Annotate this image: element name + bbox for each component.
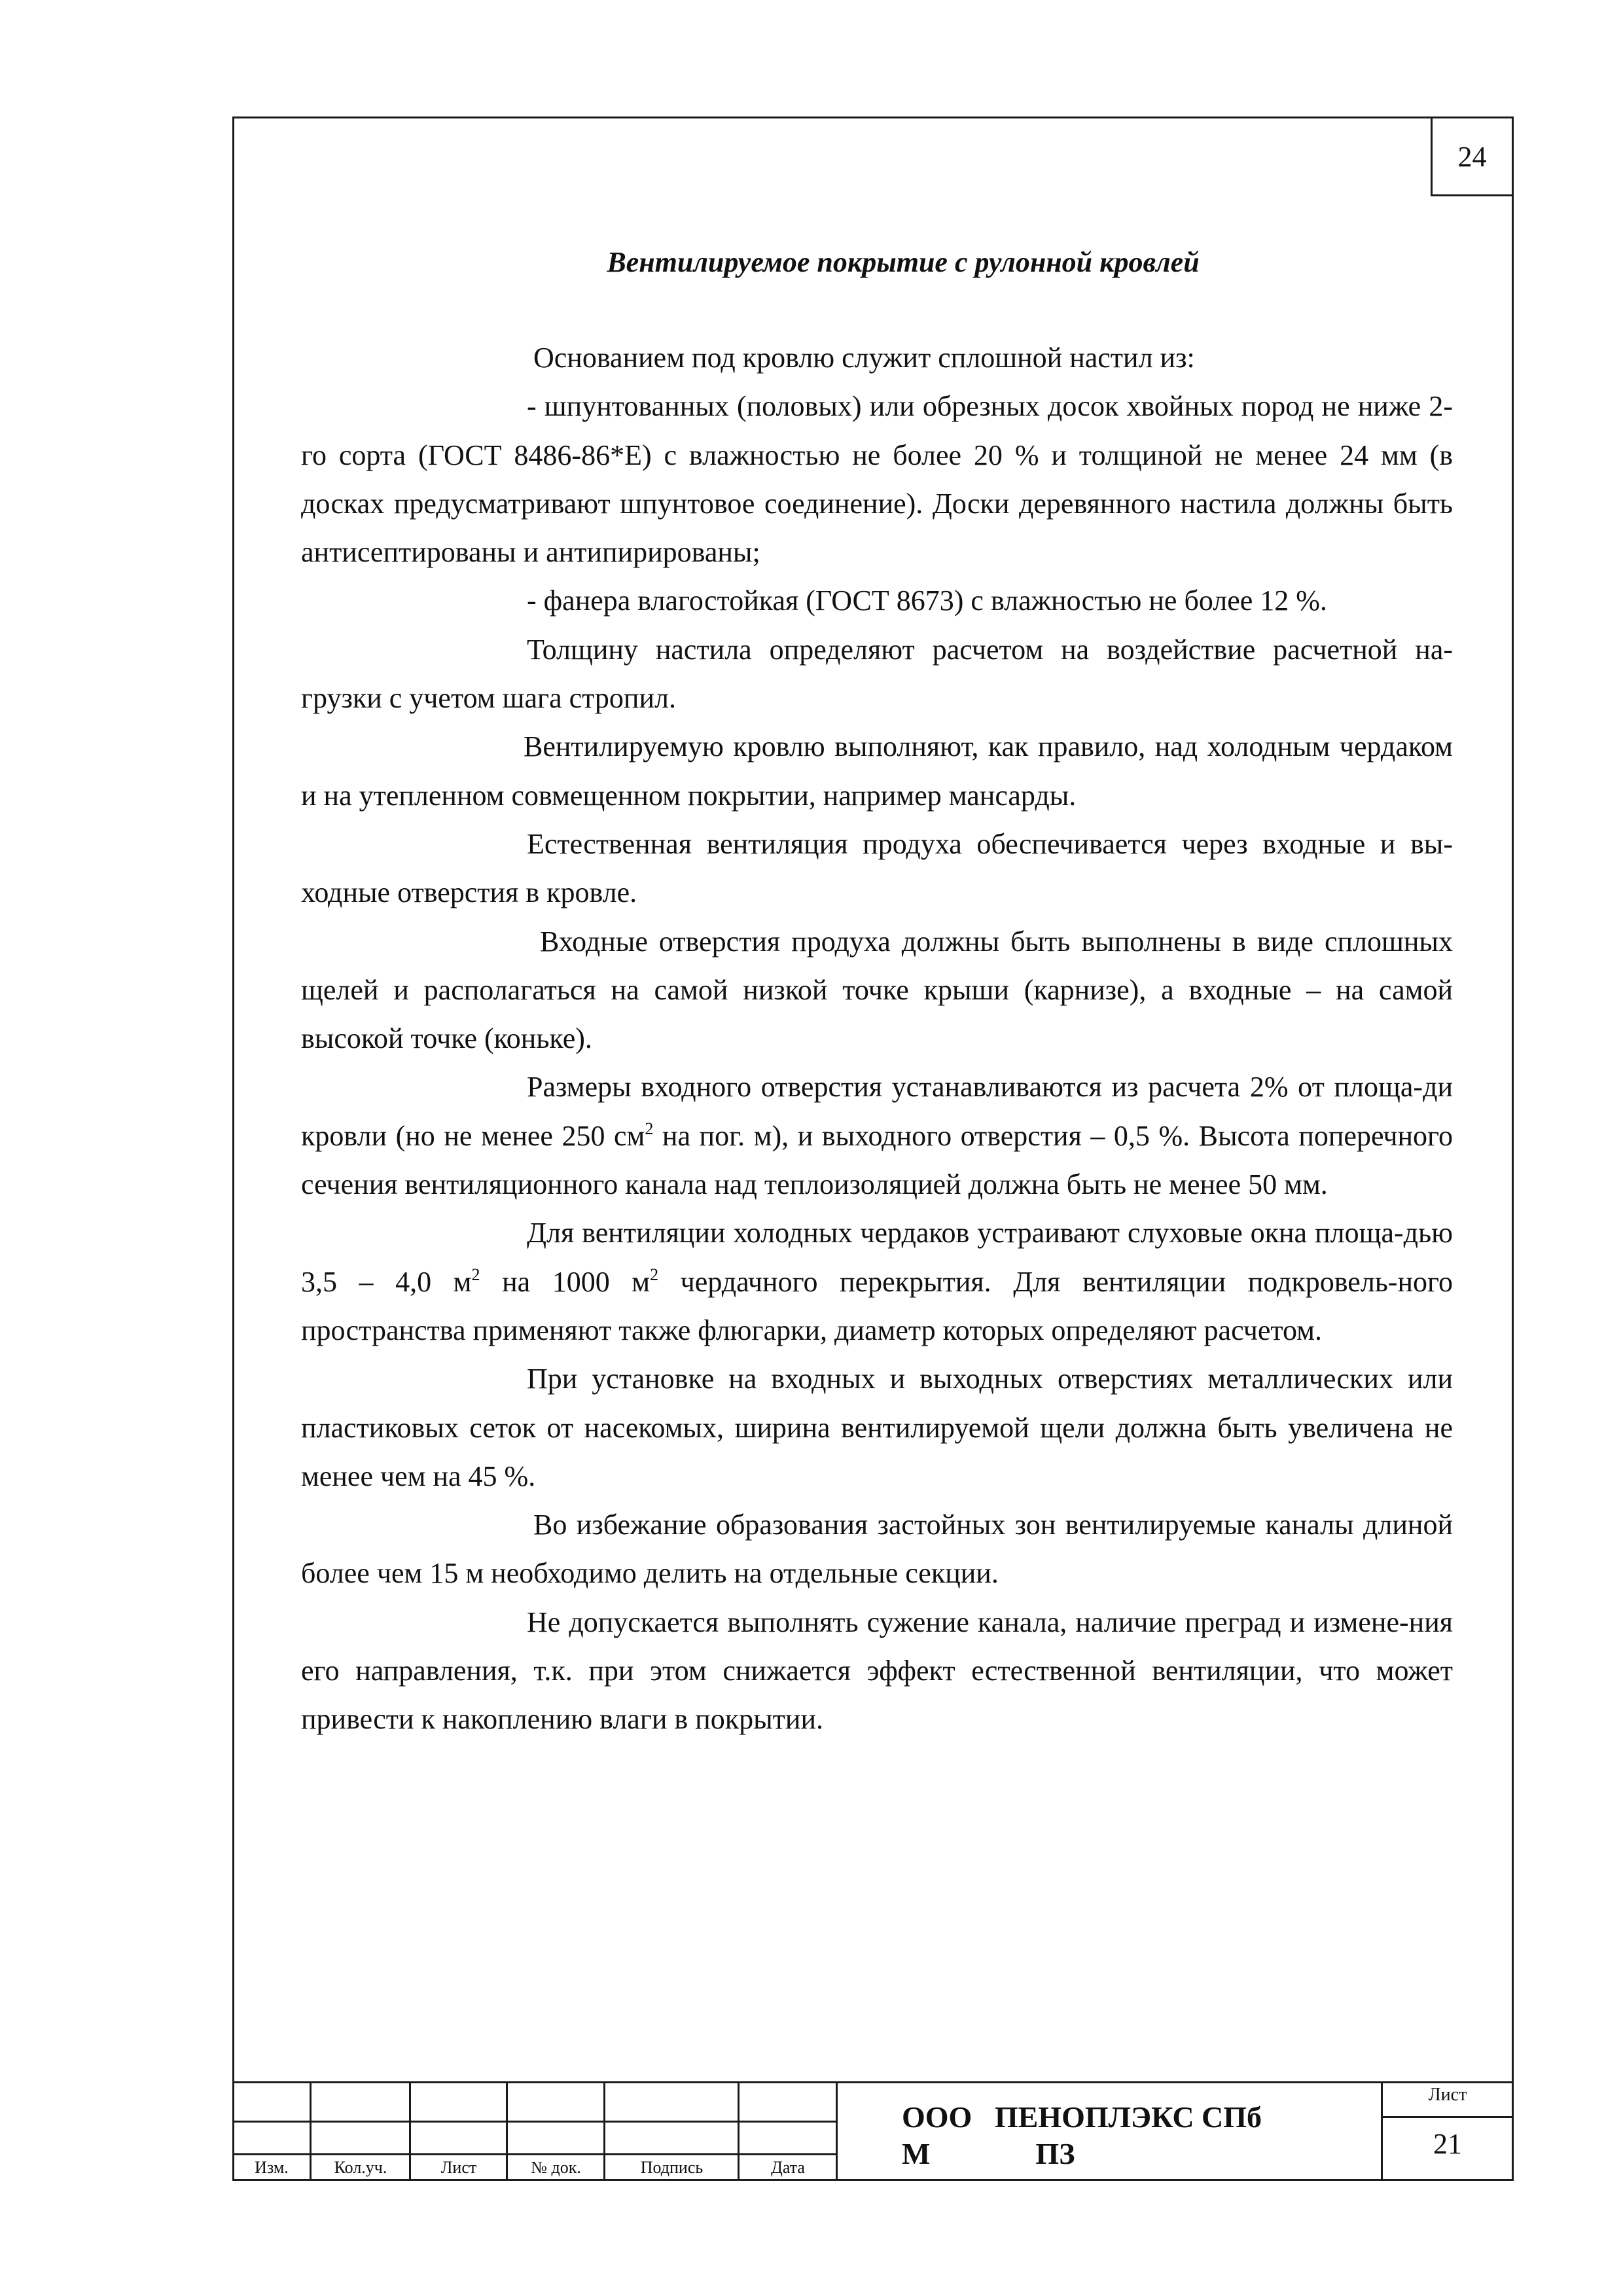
title-block-sheet-line — [1381, 2116, 1514, 2118]
paragraph-text: Размеры входного отверстия устанавливаются из расчета 2% от площа-ди кровли (но не менее 250 см — [301, 1071, 1453, 1152]
paragraph: - шпунтованных (половых) или обрезных досок хвойных пород не ниже 2-го сорта (ГОСТ 8486-86*Е) с влажностью не более 20 % и толщиной не менее 24 мм (в досках предусматривают шпунтовое соединение). Доски деревянного настила должны быть антисептированы и антипирированы; — [301, 390, 1453, 569]
paragraph — [301, 1063, 1453, 1209]
paragraph-text: Для вентиляции холодных чердаков устраивают слуховые окна площа-дью 3,5 – 4,0 м — [301, 1217, 1453, 1298]
paragraph: Вентилируемую кровлю выполняют, как правило, над холодным чердаком и на утепленном совмещенном покрытии, например мансарды. — [301, 730, 1453, 812]
title-block-row-line — [232, 2153, 838, 2155]
organization-line-2: М ПЗ — [902, 2137, 1075, 2170]
organization-line-1: ООО ПЕНОПЛЭКС СПб — [902, 2100, 1262, 2134]
column-label-date: Дата — [771, 2158, 805, 2177]
paragraph-text: на пог. м), и выходного отверстия – 0,5 %. Высота поперечного сечения вентиляционного канала над теплоизоляцией должна быть не менее 50 мм. — [301, 1119, 1453, 1201]
column-label-count: Кол.уч. — [334, 2158, 387, 2177]
title-block-row-line — [232, 2121, 838, 2123]
paragraph — [301, 1209, 1453, 1355]
column-label-signature: Подпись — [640, 2158, 704, 2177]
paragraph: Естественная вентиляция продуха обеспечивается через входные и вы-ходные отверстия в кровле. — [301, 827, 1453, 909]
column-label-change: Изм. — [255, 2158, 289, 2177]
paragraph: Не допускается выполнять сужение канала, наличие преград и измене-ния его направления, т.к. при этом снижается эффект естественной вентиляции, что может привести к накоплению влаги в покрытии. — [301, 1605, 1453, 1736]
paragraph: - фанера влагостойкая (ГОСТ 8673) с влажностью не более 12 %. — [527, 584, 1327, 617]
title-block-top-line — [232, 2081, 1514, 2083]
section-heading: Вентилируемое покрытие с рулонной кровлей — [607, 246, 1200, 278]
organization-name — [902, 2099, 1262, 2172]
paragraph: Основанием под кровлю служит сплошной настил из: — [533, 342, 1195, 374]
column-label-sheet: Лист — [440, 2158, 477, 2177]
sheet-number: 21 — [1433, 2128, 1462, 2160]
paragraph-text: чердачного перекрытия. Для вентиляции подкровель-ного пространства применяют также флюгарки, диаметр которых определяют расчетом. — [301, 1265, 1453, 1346]
superscript: 2 — [471, 1265, 480, 1284]
paragraph: Входные отверстия продуха должны быть выполнены в виде сплошных щелей и располагаться на самой низкой точке крыши (карнизе), а входные – на самой высокой точке (коньке). — [301, 925, 1453, 1055]
paragraph-text: на 1000 м — [480, 1265, 651, 1298]
paragraph: Во избежание образования застойных зон вентилируемые каналы длиной более чем 15 м необходимо делить на отдельные секции. — [301, 1509, 1453, 1590]
paragraph: При установке на входных и выходных отверстиях металлических или пластиковых сеток от насекомых, ширина вентилируемой щели должна быть увеличена не менее чем на 45 %. — [301, 1363, 1453, 1492]
paragraph: Толщину настила определяют расчетом на воздействие расчетной на-грузки с учетом шага стропил. — [301, 633, 1453, 715]
column-label-doc-number: № док. — [531, 2158, 581, 2177]
body-text — [301, 334, 1453, 1744]
sheet-label: Лист — [1428, 2085, 1467, 2105]
page-number: 24 — [1431, 117, 1514, 196]
superscript: 2 — [645, 1119, 654, 1138]
superscript: 2 — [650, 1265, 659, 1284]
